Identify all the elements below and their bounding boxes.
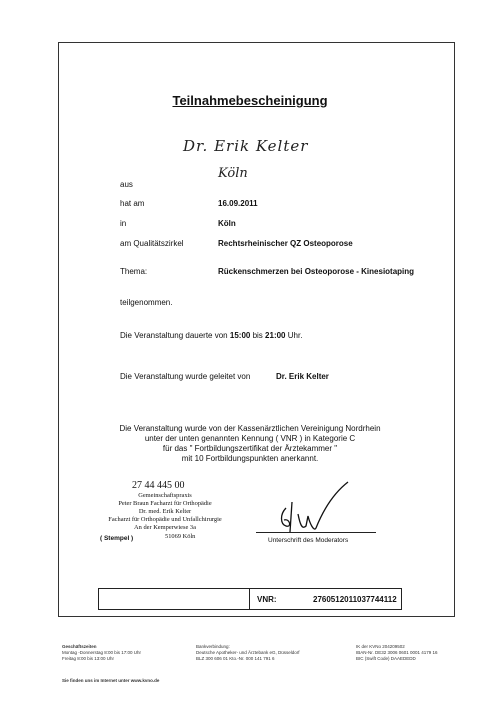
row-value-circle: Rechtsrheinischer QZ Osteoporose: [218, 239, 353, 248]
footer-ids-line: IBAN-Nr. DE32 3006 0601 0001 4179 16: [356, 650, 438, 655]
duration-prefix: Die Veranstaltung dauerte von: [120, 331, 228, 340]
recognition-line-4: mit 10 Fortbildungspunkten anerkannt.: [181, 454, 319, 463]
recognition-line-3: für das " Fortbildungszertifikat der Ärztekammer ": [162, 444, 338, 453]
stamp-number: 27 44 445 00: [132, 480, 185, 491]
duration-suffix: Uhr.: [287, 331, 303, 340]
footer-web: Sie finden uns im Internet unter www.kvno.de: [62, 678, 160, 683]
footer-hours-title: Geschäftszeiten: [62, 644, 97, 649]
row-label-circle: am Qualitätszirkel: [120, 239, 184, 248]
vnr-box-divider: [249, 589, 250, 609]
row-label-topic: Thema:: [120, 267, 148, 276]
stamp-line: Facharzt für Orthopädie und Unfallchirurgie: [108, 516, 222, 523]
moderator-signature: [272, 478, 354, 536]
footer-bank-line: Deutsche Apotheker- und Ärztebank eG, Düsseldorf: [196, 650, 300, 655]
footer-ids-line: BIC (Swift Code) DAAEDEDD: [356, 656, 416, 661]
footer-bank: [196, 644, 300, 662]
footer-bank-title: Bankverbindung:: [196, 644, 230, 649]
row-value-aus: Köln: [218, 166, 248, 181]
footer-ids-line: IK der KVNo 204209502: [356, 644, 405, 649]
participated-text: teilgenommen.: [120, 298, 173, 307]
led-by-prefix: Die Veranstaltung wurde geleitet von: [120, 372, 251, 381]
stamp-line: Dr. med. Erik Kelter: [138, 508, 192, 515]
stamp-line: Gemeinschaftspraxis: [138, 492, 192, 499]
row-value-date: 16.09.2011: [218, 199, 258, 208]
document-title: Teilnahmebescheinigung: [172, 93, 328, 108]
duration-line: [120, 331, 302, 340]
signature-line: [256, 532, 376, 533]
signature-caption: Unterschrift des Moderators: [268, 537, 349, 544]
row-label-place: in: [120, 219, 127, 228]
vnr-value: 2760512011037744112: [313, 595, 397, 604]
row-value-topic: Rückenschmerzen bei Osteoporose - Kinesiotaping: [218, 267, 415, 276]
duration-end: 21:00: [265, 331, 286, 340]
recognition-line-1: Die Veranstaltung wurde von der Kassenärztlichen Vereinigung Nordrhein: [119, 424, 381, 433]
footer-bank-line: BLZ 300 606 01 Kto.-Nr. 000 141 791 6: [196, 656, 275, 661]
led-by-name: Dr. Erik Kelter: [276, 372, 329, 381]
stamp-city: 51069 Köln: [165, 533, 196, 540]
row-label-aus: aus: [120, 180, 133, 189]
footer-hours-line: Montag -Donnerstag 8:00 bis 17:00 Uhr: [62, 650, 142, 655]
vnr-box: [98, 588, 402, 610]
stamp-block: [80, 492, 250, 532]
recognition-line-2: unter der unten genannten Kennung ( VNR ) in Kategorie C: [144, 434, 356, 443]
participant-name: Dr. Erik Kelter: [183, 137, 309, 155]
duration-middle: bis: [252, 331, 263, 340]
footer-ids: [356, 644, 438, 662]
duration-start: 15:00: [229, 331, 251, 340]
stamp-line: An der Kemperwiese 3a: [134, 524, 196, 531]
footer-hours: [62, 644, 141, 662]
stamp-line: Peter Braun Facharzt für Orthopädie: [118, 500, 212, 507]
footer-hours-line: Freitag 8:00 bis 13:00 Uhr: [62, 656, 115, 661]
row-value-place: Köln: [218, 219, 236, 228]
vnr-label: VNR:: [257, 595, 277, 604]
stamp-label: ( Stempel ): [100, 535, 134, 542]
row-label-date: hat am: [120, 199, 145, 208]
